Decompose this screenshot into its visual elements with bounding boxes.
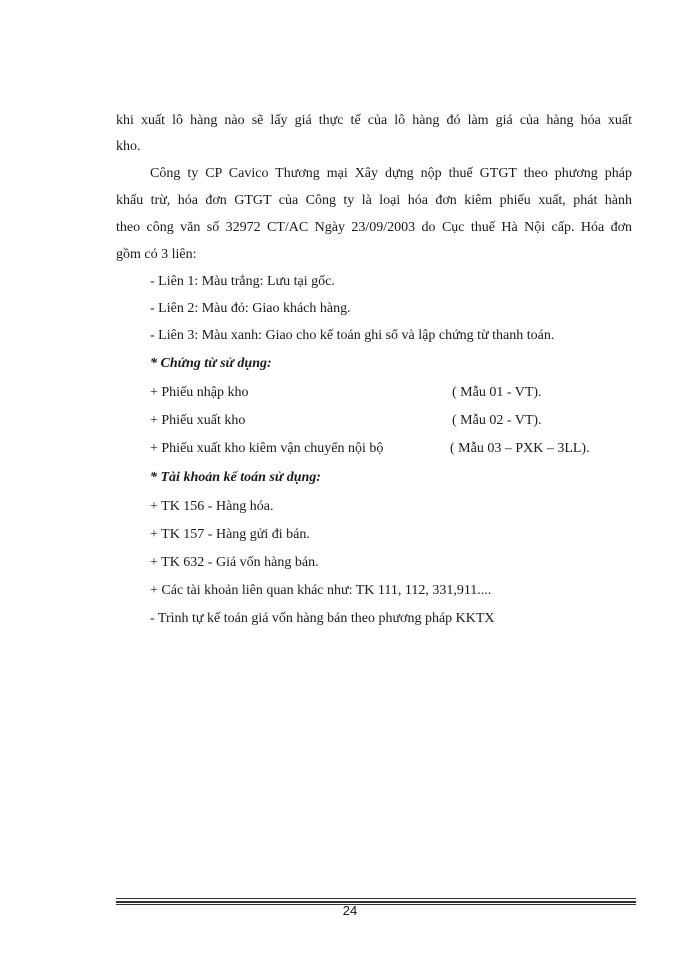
document-form: ( Mẫu 02 - VT). xyxy=(452,413,542,428)
paragraph2-line3: theo công văn số 32972 CT/AC Ngày 23/09/2003 do Cục thuế Hà Nội cấp. Hóa đơn xyxy=(116,220,632,235)
documents-heading: * Chứng từ sử dụng: xyxy=(150,356,272,371)
paragraph1-line2: kho. xyxy=(116,139,141,154)
paragraph2-line1: Công ty CP Cavico Thương mại Xây dựng nộp thuế GTGT theo phương pháp xyxy=(150,166,632,181)
copy-item: - Liên 1: Màu trắng: Lưu tại gốc. xyxy=(150,274,335,289)
document-name: + Phiếu nhập kho xyxy=(150,385,249,400)
account-item: + Các tài khoản liên quan khác như: TK 111, 112, 331,911.... xyxy=(150,583,492,598)
procedure-line: - Trình tự kế toán giá vốn hàng bán theo phương pháp KKTX xyxy=(150,611,495,626)
document-form: ( Mẫu 03 – PXK – 3LL). xyxy=(450,441,590,456)
copy-item: - Liên 2: Màu đỏ: Giao khách hàng. xyxy=(150,301,351,316)
document-form: ( Mẫu 01 - VT). xyxy=(452,385,542,400)
page-number: 24 xyxy=(342,903,358,918)
accounts-heading: * Tài khoản kế toán sử dụng: xyxy=(150,470,321,485)
footer-rule-top xyxy=(116,898,636,899)
paragraph2-line2: khấu trừ, hóa đơn GTGT của Công ty là loại hóa đơn kiêm phiếu xuất, phát hành xyxy=(116,193,632,208)
account-item: + TK 632 - Giá vốn hàng bán. xyxy=(150,555,319,570)
copy-item: - Liên 3: Màu xanh: Giao cho kế toán ghi sổ và lập chứng từ thanh toán. xyxy=(150,328,555,343)
document-name: + Phiếu xuất kho xyxy=(150,413,246,428)
account-item: + TK 156 - Hàng hóa. xyxy=(150,499,274,514)
paragraph1-line1: khi xuất lô hàng nào sẽ lấy giá thực tế của lô hàng đó làm giá của hàng hóa xuất xyxy=(116,113,632,128)
account-item: + TK 157 - Hàng gửi đi bán. xyxy=(150,527,310,542)
document-name: + Phiếu xuất kho kiêm vận chuyển nội bộ xyxy=(150,441,384,456)
paragraph2-line4: gồm có 3 liên: xyxy=(116,247,197,262)
